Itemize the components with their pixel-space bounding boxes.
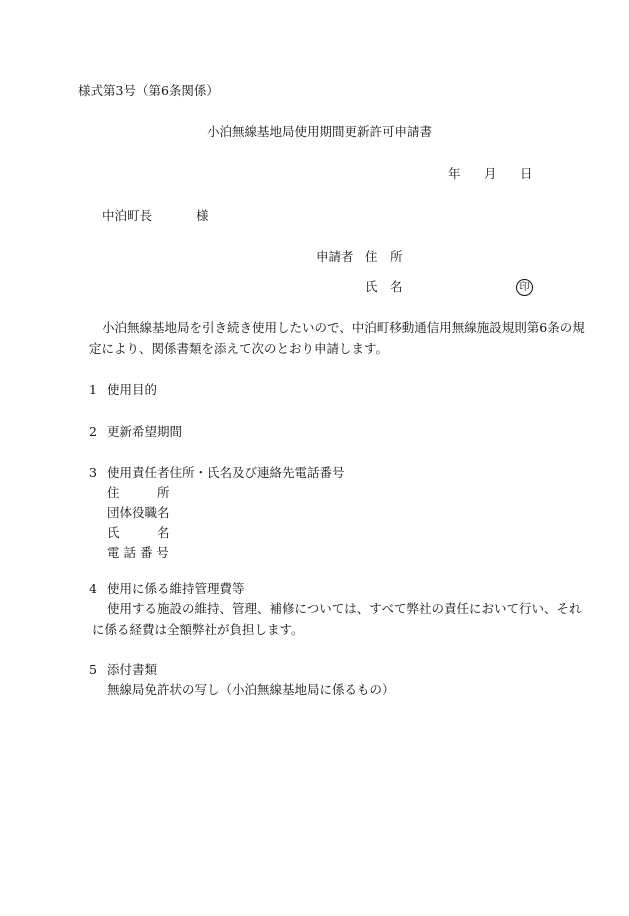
applicant-address-label: 住 所 [365,249,403,264]
item-number: 3 [89,465,97,480]
field-phone: 電 話 番 号 [107,545,169,560]
field-name: 氏 名 [107,525,170,540]
item-number: 4 [89,581,97,596]
date-year: 年 [448,166,461,181]
item-title: 更新希望期間 [107,424,183,439]
item-title: 使用目的 [107,382,158,397]
applicant-label: 申請者 [316,249,354,264]
item-number: 5 [89,662,97,677]
date-day: 日 [520,166,533,181]
date-month: 月 [484,166,497,181]
item-title: 使用に係る維持管理費等 [107,581,245,596]
item-number: 2 [89,424,97,439]
field-address: 住 所 [107,485,170,500]
body-line-1: 小泊無線基地局を引き続き使用したいので、中泊町移動通信用無線施設規則第6条の規 [102,320,585,335]
seal-mark: 印 [516,279,533,296]
body-line-2: 定により、関係書類を添えて次のとおり申請します。 [89,341,389,356]
item-text-line-1: 使用する施設の維持、管理、補修については、すべて弊社の責任において行い、それ [107,601,582,616]
item-title: 使用責任者住所・氏名及び連絡先電話番号 [107,465,345,480]
field-position: 団体役職名 [107,505,170,520]
item-text-line-2: に係る経費は全額弊社が負担します。 [92,622,304,637]
document-title: 小泊無線基地局使用期間更新許可申請書 [207,124,433,139]
item-number: 1 [89,382,97,397]
form-reference: 様式第3号（第6条関係） [78,83,219,98]
item-text-line-1: 無線局免許状の写し（小泊無線基地局に係るもの） [107,682,395,697]
applicant-name-label: 氏 名 [365,279,403,294]
addressee-name: 中泊町長 [102,208,153,223]
item-title: 添付書類 [107,662,158,677]
addressee-honorific: 様 [196,208,209,223]
